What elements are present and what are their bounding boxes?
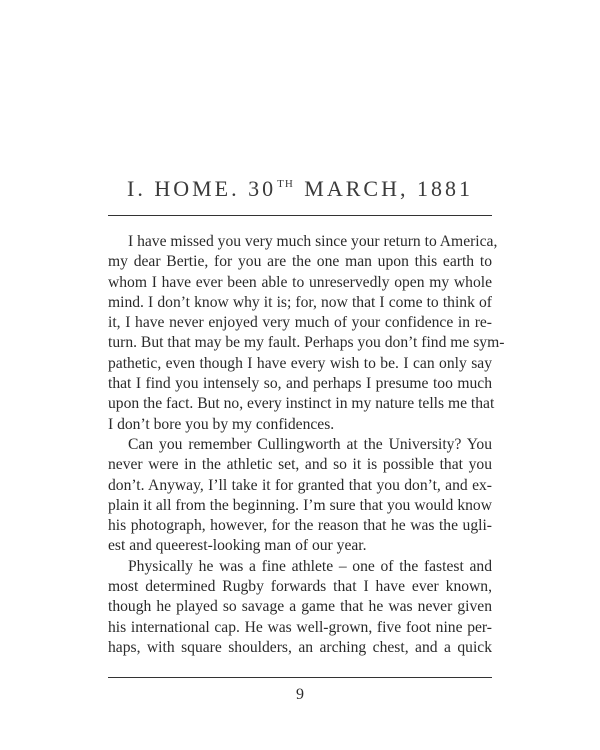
paragraph-line: I don’t bore you by my confidences. <box>108 415 335 433</box>
paragraph-line: upon the fact. But no, every instinct in my nature tells me that <box>108 395 495 413</box>
chapter-title-date: MARCH, 1881 <box>295 176 473 201</box>
paragraph-line: I have missed you very much since your return to America, <box>128 233 498 250</box>
paragraph-line: whom I have ever been able to unreservedly open my whole <box>108 273 492 291</box>
paragraph-line: though he played so savage a game that he was never given <box>108 598 492 616</box>
paragraph-line: don’t. Anyway, I’ll take it for granted that you don’t, and ex- <box>108 476 492 494</box>
body-text <box>108 232 505 658</box>
bottom-rule <box>108 677 492 678</box>
paragraph-line: most determined Rugby forwards that I have ever known, <box>108 578 492 596</box>
paragraph-line: never were in the athletic set, and so it is possible that you <box>108 456 492 474</box>
paragraph-line: turn. But that may be my fault. Perhaps you don’t find me sym- <box>108 334 505 352</box>
paragraph-line: my dear Bertie, for you are the one man upon this earth to <box>108 253 492 271</box>
paragraph-line: his photograph, however, for the reason that he was the ugli- <box>108 517 492 535</box>
paragraph-line: haps, with square shoulders, an arching chest, and a quick <box>108 638 492 656</box>
paragraph-line: his international cap. He was well-grown, five foot nine per- <box>108 618 492 636</box>
page-number: 9 <box>296 686 304 703</box>
paragraph-line: mind. I don’t know why it is; for, now that I come to think of <box>108 293 492 311</box>
paragraph-line: that I find you intensely so, and perhaps I presume too much <box>108 375 492 393</box>
chapter-title-main: I. HOME. 30 <box>127 176 277 201</box>
paragraph-line: plain it all from the beginning. I’m sure that you would know <box>108 496 492 514</box>
paragraph-line: Can you remember Cullingworth at the University? You <box>128 435 492 453</box>
paragraph-line: est and queerest-looking man of our year. <box>108 537 367 555</box>
top-rule <box>108 215 492 216</box>
paragraph-line: pathetic, even though I have every wish to be. I can only say <box>108 354 492 372</box>
paragraph-line: it, I have never enjoyed very much of your confidence in re- <box>108 314 492 332</box>
paragraph-line: Physically he was a fine athlete – one of the fastest and <box>128 557 492 575</box>
chapter-title-ordinal: TH <box>277 178 294 190</box>
chapter-title <box>108 176 492 202</box>
